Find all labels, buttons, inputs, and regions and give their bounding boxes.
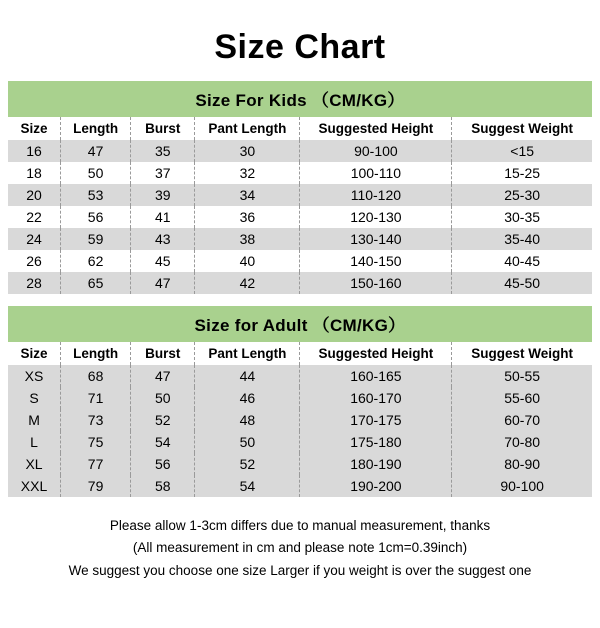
adult-band-label: Size for Adult （CM/KG） (8, 306, 592, 342)
cell-pant-length: 42 (195, 272, 300, 294)
cell-size: XXL (8, 475, 61, 497)
cell-burst: 37 (131, 162, 195, 184)
adult-header-size: Size (8, 342, 61, 365)
cell-pant-length: 36 (195, 206, 300, 228)
cell-burst: 47 (131, 365, 195, 387)
note-line-1: Please allow 1-3cm differs due to manual measurement, thanks (109, 518, 491, 533)
cell-burst: 35 (131, 140, 195, 162)
cell-size: XL (8, 453, 61, 475)
adult-header-suggest-weight: Suggest Weight (452, 342, 592, 365)
table-row (8, 272, 592, 294)
cell-height: 160-165 (300, 365, 452, 387)
kids-header-pant-length: Pant Length (195, 117, 300, 140)
cell-length: 73 (61, 409, 131, 431)
cell-height: 90-100 (300, 140, 452, 162)
cell-size: 18 (8, 162, 61, 184)
table-row (8, 184, 592, 206)
kids-size-table-block (8, 81, 592, 294)
adult-band-row (8, 306, 592, 342)
table-row (8, 475, 592, 497)
cell-size: XS (8, 365, 61, 387)
kids-band-label: Size For Kids （CM/KG） (8, 81, 592, 117)
cell-pant-length: 34 (195, 184, 300, 206)
cell-weight: 60-70 (452, 409, 592, 431)
cell-height: 180-190 (300, 453, 452, 475)
cell-pant-length: 32 (195, 162, 300, 184)
cell-burst: 58 (131, 475, 195, 497)
cell-weight: 25-30 (452, 184, 592, 206)
kids-header-suggest-weight: Suggest Weight (452, 117, 592, 140)
cell-pant-length: 54 (195, 475, 300, 497)
note-line-3: We suggest you choose one size Larger if you weight is over the suggest one (68, 562, 532, 578)
cell-length: 47 (61, 140, 131, 162)
cell-length: 50 (61, 162, 131, 184)
cell-pant-length: 44 (195, 365, 300, 387)
cell-weight: 15-25 (452, 162, 592, 184)
cell-weight: 90-100 (452, 475, 592, 497)
cell-burst: 54 (131, 431, 195, 453)
adult-size-table-block (8, 306, 592, 497)
cell-length: 77 (61, 453, 131, 475)
cell-height: 140-150 (300, 250, 452, 272)
table-row (8, 140, 592, 162)
adult-size-table (8, 306, 592, 497)
cell-size: 16 (8, 140, 61, 162)
page-title: Size Chart (214, 28, 386, 66)
table-row (8, 387, 592, 409)
kids-header-size: Size (8, 117, 61, 140)
table-row (8, 431, 592, 453)
cell-pant-length: 48 (195, 409, 300, 431)
cell-burst: 41 (131, 206, 195, 228)
kids-header-suggested-height: Suggested Height (300, 117, 452, 140)
measurement-notes (0, 515, 600, 582)
cell-length: 62 (61, 250, 131, 272)
cell-size: 24 (8, 228, 61, 250)
kids-header-burst: Burst (131, 117, 195, 140)
table-row (8, 206, 592, 228)
cell-weight: <15 (452, 140, 592, 162)
kids-size-table (8, 81, 592, 294)
cell-size: 22 (8, 206, 61, 228)
cell-weight: 35-40 (452, 228, 592, 250)
size-chart-page (0, 28, 600, 628)
table-row (8, 409, 592, 431)
cell-pant-length: 46 (195, 387, 300, 409)
cell-weight: 30-35 (452, 206, 592, 228)
cell-height: 130-140 (300, 228, 452, 250)
cell-pant-length: 38 (195, 228, 300, 250)
table-row (8, 453, 592, 475)
cell-pant-length: 50 (195, 431, 300, 453)
cell-height: 120-130 (300, 206, 452, 228)
table-row (8, 162, 592, 184)
cell-size: L (8, 431, 61, 453)
cell-size: 28 (8, 272, 61, 294)
adult-header-row (8, 342, 592, 365)
cell-height: 150-160 (300, 272, 452, 294)
kids-header-row (8, 117, 592, 140)
adult-header-pant-length: Pant Length (195, 342, 300, 365)
table-row (8, 250, 592, 272)
cell-weight: 40-45 (452, 250, 592, 272)
adult-header-suggested-height: Suggested Height (300, 342, 452, 365)
cell-weight: 50-55 (452, 365, 592, 387)
cell-length: 65 (61, 272, 131, 294)
cell-weight: 80-90 (452, 453, 592, 475)
cell-length: 56 (61, 206, 131, 228)
cell-length: 53 (61, 184, 131, 206)
cell-size: M (8, 409, 61, 431)
kids-band-row (8, 81, 592, 117)
cell-weight: 70-80 (452, 431, 592, 453)
cell-weight: 55-60 (452, 387, 592, 409)
cell-length: 68 (61, 365, 131, 387)
kids-header-length: Length (61, 117, 131, 140)
cell-size: 26 (8, 250, 61, 272)
cell-pant-length: 52 (195, 453, 300, 475)
cell-height: 100-110 (300, 162, 452, 184)
cell-height: 190-200 (300, 475, 452, 497)
adult-header-length: Length (61, 342, 131, 365)
table-row (8, 228, 592, 250)
adult-header-burst: Burst (131, 342, 195, 365)
cell-height: 160-170 (300, 387, 452, 409)
note-line-2: (All measurement in cm and please note 1cm=0.39inch) (132, 540, 468, 556)
cell-burst: 56 (131, 453, 195, 475)
cell-size: 20 (8, 184, 61, 206)
cell-burst: 50 (131, 387, 195, 409)
cell-burst: 45 (131, 250, 195, 272)
cell-weight: 45-50 (452, 272, 592, 294)
cell-length: 79 (61, 475, 131, 497)
cell-height: 175-180 (300, 431, 452, 453)
cell-burst: 47 (131, 272, 195, 294)
cell-height: 110-120 (300, 184, 452, 206)
table-row (8, 365, 592, 387)
cell-length: 71 (61, 387, 131, 409)
cell-burst: 43 (131, 228, 195, 250)
cell-height: 170-175 (300, 409, 452, 431)
cell-length: 75 (61, 431, 131, 453)
cell-size: S (8, 387, 61, 409)
cell-burst: 52 (131, 409, 195, 431)
cell-length: 59 (61, 228, 131, 250)
cell-pant-length: 40 (195, 250, 300, 272)
cell-pant-length: 30 (195, 140, 300, 162)
cell-burst: 39 (131, 184, 195, 206)
